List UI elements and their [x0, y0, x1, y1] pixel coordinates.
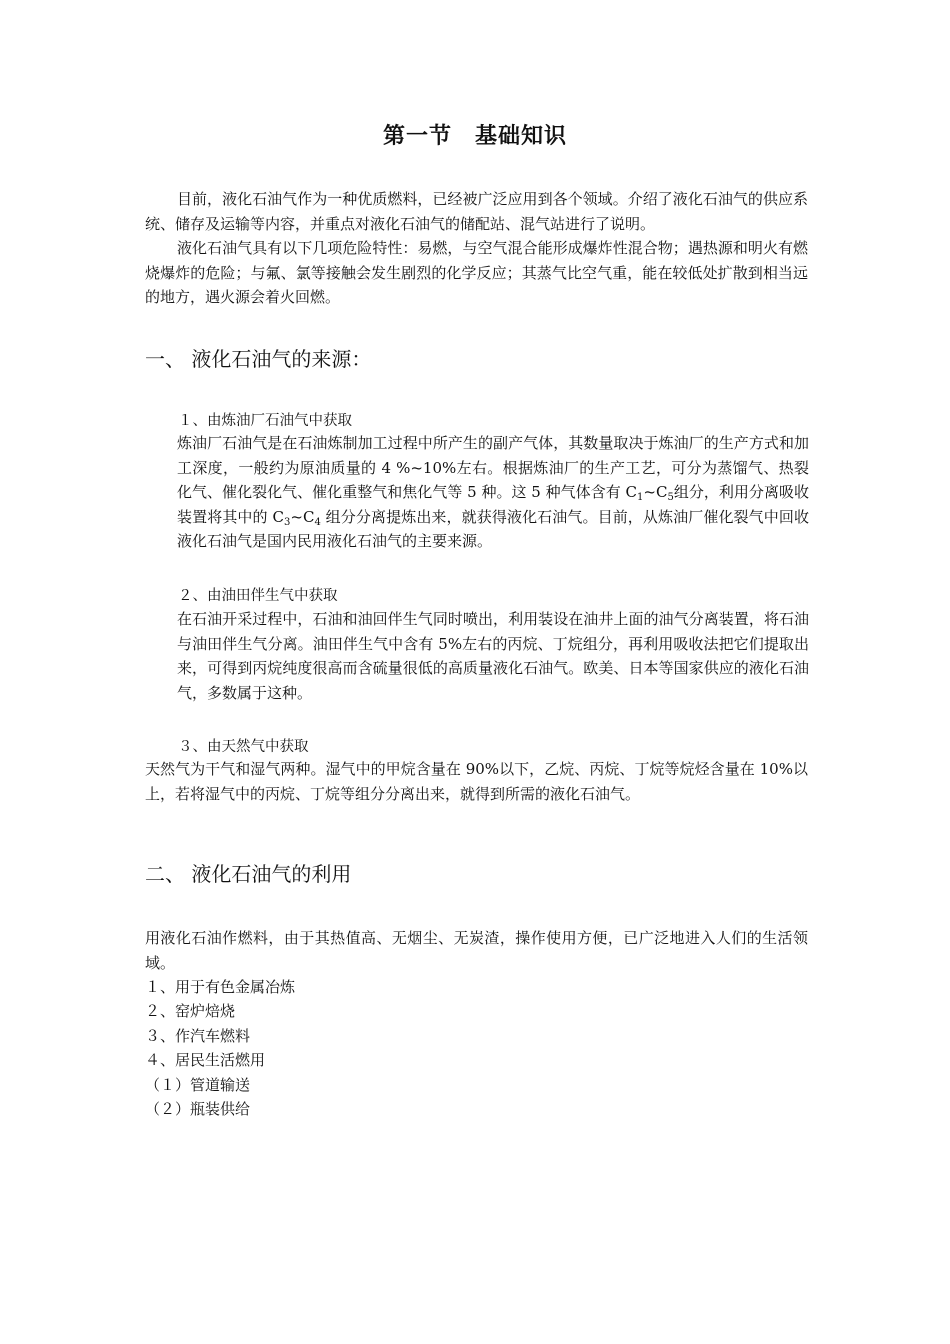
- formula-c1: $C_1\sim C_5$: [625, 483, 674, 503]
- page-title: 第一节 基础知识: [382, 124, 567, 149]
- subsection-2-text: 在石油开采过程中，石油和油回伴生气同时喷出，利用装设在油井上面的油气分离装置，将石油与油田伴生气分离。油田伴生气中含有 5%左右的丙烷、丁烷组分，再利用吸收法把它们提取出来，可得到丙烷纯度很高而含硫量很低的高质量液化石油气。欧美、日本等国家供应的液化石油气，多数属于这种。: [177, 610, 809, 702]
- intro-paragraph-2: 液化石油气具有以下几项危险特性：易燃，与空气混合能形成爆炸性混合物；遇热源和明火有燃烧爆炸的危险；与氟、氯等接触会发生剧烈的化学反应；其蒸气比空气重，能在较低处扩散到相当远的地方，遇火源会着火回燃。: [145, 239, 808, 306]
- list-item: ４、居民生活燃用: [145, 1051, 266, 1069]
- subsection-1-text-b: 组分，利用分离吸收装置将其中的: [177, 483, 809, 526]
- list-item: ３、作汽车燃料: [145, 1027, 251, 1045]
- intro-paragraph-1: 目前，液化石油气作为一种优质燃料，已经被广泛应用到各个领域。介绍了液化石油气的供应系统、储存及运输等内容，并重点对液化石油气的储配站、混气站进行了说明。: [145, 190, 808, 233]
- list-item: ２、窑炉焙烧: [145, 1002, 236, 1020]
- subsection-1-text: [177, 431, 809, 554]
- section-2-text: 用液化石油作燃料，由于其热值高、无烟尘、无炭渣，操作使用方便，已广泛地进入人们的生活领域。: [145, 929, 808, 972]
- subsection-1-text-a: 炼油厂石油气是在石油炼制加工过程中所产生的副产气体，其数量取决于炼油厂的生产方式和加工深度，一般约为原油质量的 4 %~10%左右。根据炼油厂的生产工艺，可分为蒸馏气、热裂化气、催化裂化气、催化重整气和焦化气等 5 种。这 5 种气体含有: [177, 434, 809, 501]
- subsection-3-title: ３、由天然气中获取: [178, 739, 309, 755]
- subsection-3-text: 天然气为干气和湿气两种。湿气中的甲烷含量在 90%以下，乙烷、丙烷、丁烷等烷烃含量在 10%以上，若将湿气中的丙烷、丁烷等组分分离出来，就得到所需的液化石油气。: [145, 760, 808, 803]
- section-1-heading: 一、 液化石油气的来源：: [145, 347, 372, 371]
- subsection-1-title: １、由炼油厂石油气中获取: [178, 413, 352, 429]
- formula-c3: $C_3\sim C_4$: [272, 507, 321, 528]
- subsection-1-text-c: 组分分离提炼出来，就获得液化石油气。目前，从炼油厂催化裂气中回收液化石油气是国内民用液化石油气的主要来源。: [177, 507, 809, 550]
- list-item: １、用于有色金属冶炼: [145, 978, 296, 996]
- section-2-heading: 二、 液化石油气的利用: [145, 862, 352, 886]
- subsection-2-title: ２、由油田伴生气中获取: [178, 588, 338, 604]
- list-item: （２）瓶装供给: [145, 1100, 251, 1118]
- list-item: （１）管道输送: [145, 1076, 251, 1094]
